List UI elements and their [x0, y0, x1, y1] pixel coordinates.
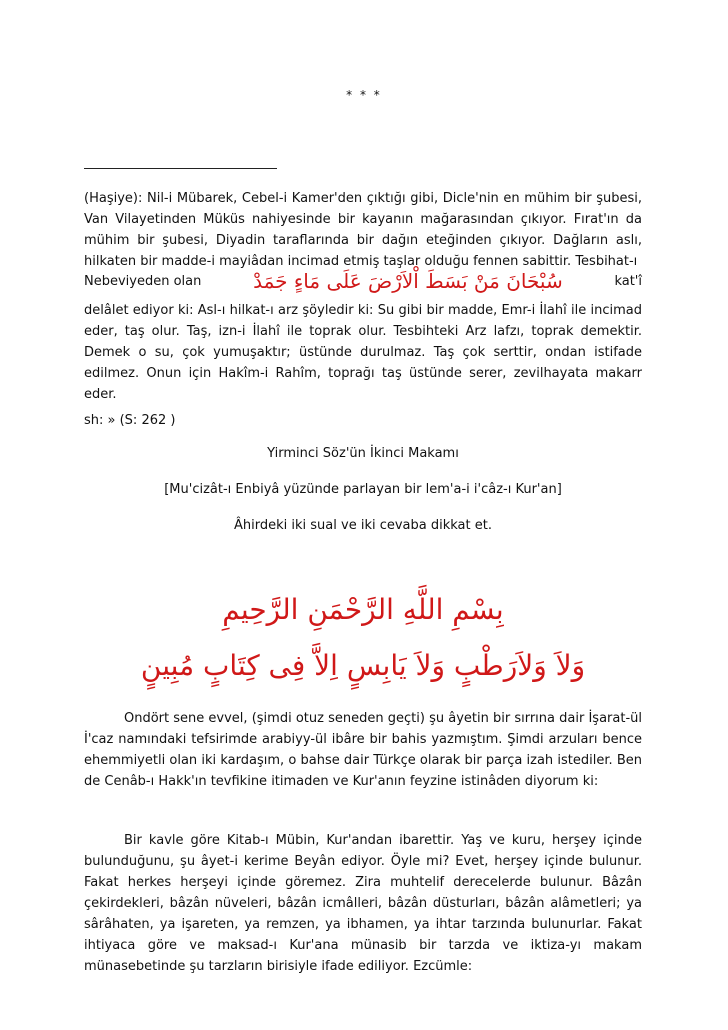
footnote-line-end: kat'î: [614, 273, 642, 289]
footnote-text: (Haşiye): Nil-i Mübarek, Cebel-i Kamer'den çıktığı gibi, Dicle'nin en mühim bir şubesi, Van Vilayetinden Müküs nahiyesinde bir kayanın mağarasından çıkıyor. Fırat'ın da mühim bir şubesi, Diyadin taraflarında bir dağın eteğinden çıkıyor. Dağların aslı, hilkaten bir madde-i mayiâdan incimad etmiş taşlar olduğu fennen sabittir. Tesbihat-ı: [84, 191, 642, 269]
footnote-line-start: Nebeviyeden olan: [84, 273, 202, 289]
basmala: بِسْمِ اللَّهِ الرَّحْمَنِ الرَّحِيمِ: [222, 593, 504, 626]
section-note: Âhirdeki iki sual ve iki cevaba dikkat et.: [234, 518, 492, 533]
footnote-rule: [84, 168, 277, 169]
section-separator: * * *: [346, 88, 382, 102]
paragraph-1: Ondört sene evvel, (şimdi otuz seneden geçti) şu âyetin bir sırrına dair İşarat-ül İ'caz namındaki tefsirimde arabiyy-ül ibâre bir bahis yazmıştım. Şimdi arzuları bence ehemmiyetli olan iki kardaşım, o bahse dair Türkçe olarak bir parça izah istediler. Ben de Cenâb-ı Hakk'ın tevfikine itimaden ve Kur'anın feyzine istinâden diyorum ki:: [84, 711, 642, 789]
footnote-arabic-phrase: سُبْحَانَ مَنْ بَسَطَ اْلاَرْضَ عَلَى مَاءٍ جَمَدْ: [253, 269, 563, 293]
verse: وَلاَ وَلاَرَطْبٍ وَلاَ يَابِسٍ اِلاَّ فِى كِتَابٍ مُبِينٍ: [140, 649, 586, 682]
footnote-text-continued: delâlet ediyor ki: Asl-ı hilkat-ı arz şöyledir ki: Su gibi bir madde, Emr-i İlahî ile incimad eder, taş olur. Taş, izn-i İlahî ile toprak olur. Tesbihteki Arz lafzı, toprak demektir. Demek o su, çok yumuşaktır; üstünde durulmaz. Taş çok serttir, ondan istifade edilmez. Onun için Hakîm-i Rahîm, toprağı taş üstünde serer, zevilhayata makarr eder.: [84, 303, 642, 402]
paragraph-2: Bir kavle göre Kitab-ı Mübin, Kur'andan ibarettir. Yaş ve kuru, herşey içinde bulunduğunu, şu âyet-i kerime Beyân ediyor. Öyle mi? Evet, herşey içinde bulunur. Fakat herkes herşeyi içinde göremez. Zira muhtelif derecelerde bulunur. Bâzân çekirdekleri, bâzân nüveleri, bâzân icmâlleri, bâzân düsturları, bâzân alâmetleri; ya sârâhaten, ya işareten, ya remzen, ya ibhamen, ya ihtar tarzında bulunurlar. Fakat ihtiyaca göre ve maksad-ı Kur'ana münasib bir tarzda ve iktiza-yı makam münasebetinde şu tarzların birisiyle ifade ediliyor. Ezcümle:: [84, 833, 642, 974]
page-reference: sh: » (S: 262 ): [84, 413, 176, 428]
footnote-arabic-line: [84, 268, 642, 294]
section-title: Yirminci Söz'ün İkinci Makamı: [267, 446, 459, 461]
section-subtitle: [Mu'cizât-ı Enbiyâ yüzünde parlayan bir lem'a-i i'câz-ı Kur'an]: [164, 482, 562, 497]
